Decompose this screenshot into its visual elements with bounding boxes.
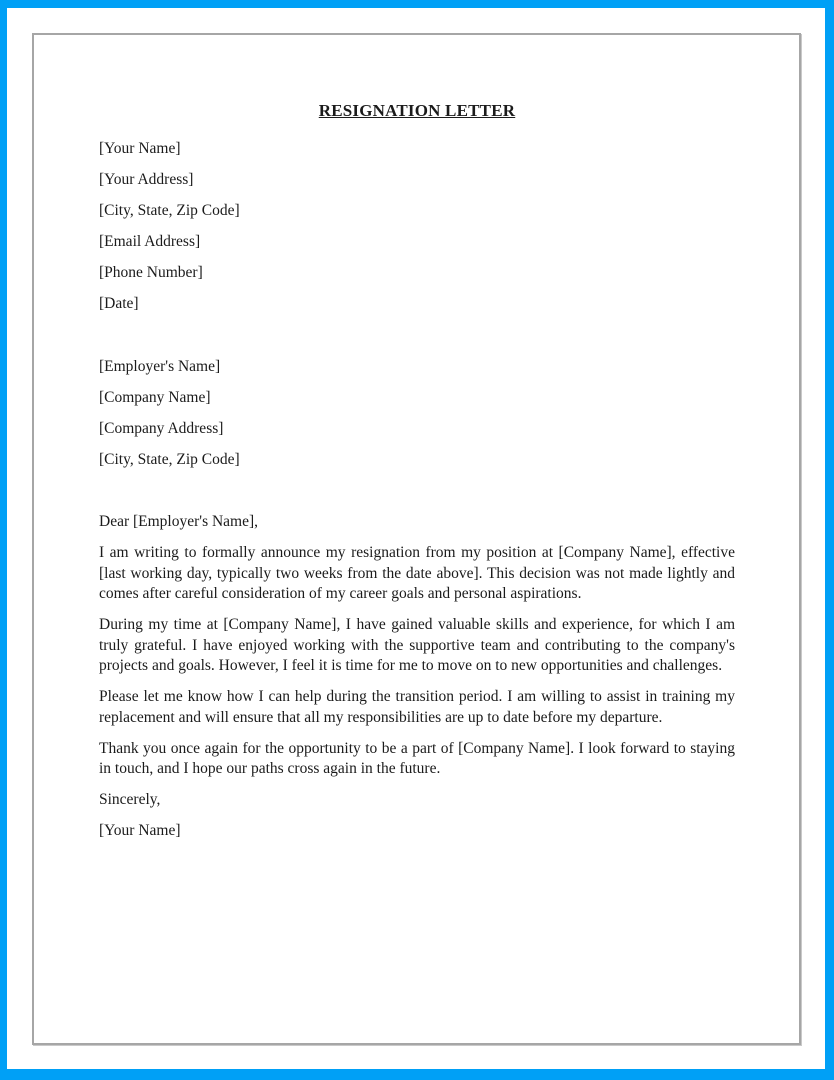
signature: [Your Name]	[99, 822, 181, 839]
letter-title: RESIGNATION LETTER	[318, 101, 516, 120]
recipient-block	[99, 357, 735, 471]
closing: Sincerely,	[99, 791, 161, 808]
sender-name: [Your Name]	[99, 140, 181, 157]
sender-block	[99, 139, 735, 315]
recipient-company-address: [Company Address]	[99, 419, 224, 437]
sender-city-state-zip: [City, State, Zip Code]	[99, 202, 240, 219]
paragraph-gratitude: During my time at [Company Name], I have gained valuable skills and experience, for which I am truly grateful. I have enjoyed working with the supportive team and contributing to the company's projects and goals. However, I feel it is time for me to move on to new opportunities and challenges.	[99, 616, 735, 674]
letter-content	[34, 35, 799, 842]
letter-page	[32, 33, 801, 1045]
recipient-employer-name: [Employer's Name]	[99, 357, 221, 375]
sender-email: [Email Address]	[99, 233, 201, 250]
paragraph-transition-help: Please let me know how I can help during the transition period. I am willing to assist in training my replacement and will ensure that all my responsibilities are up to date before my departure.	[99, 688, 735, 726]
paragraph-thank-you: Thank you once again for the opportunity to be a part of [Company Name]. I look forward to staying in touch, and I hope our paths cross again in the future.	[99, 739, 735, 777]
sender-address: [Your Address]	[99, 171, 194, 188]
salutation: Dear [Employer's Name],	[99, 513, 259, 530]
sender-phone: [Phone Number]	[99, 264, 203, 281]
white-mat	[7, 8, 825, 1069]
paragraph-resignation-announcement: I am writing to formally announce my resignation from my position at [Company Name], effective [last working day, typically two weeks from the date above]. This decision was not made lightly and comes after careful consideration of my career goals and personal aspirations.	[99, 544, 735, 602]
recipient-company-name: [Company Name]	[99, 388, 211, 406]
letter-date: [Date]	[99, 295, 139, 312]
recipient-city-state-zip: [City, State, Zip Code]	[99, 450, 240, 468]
